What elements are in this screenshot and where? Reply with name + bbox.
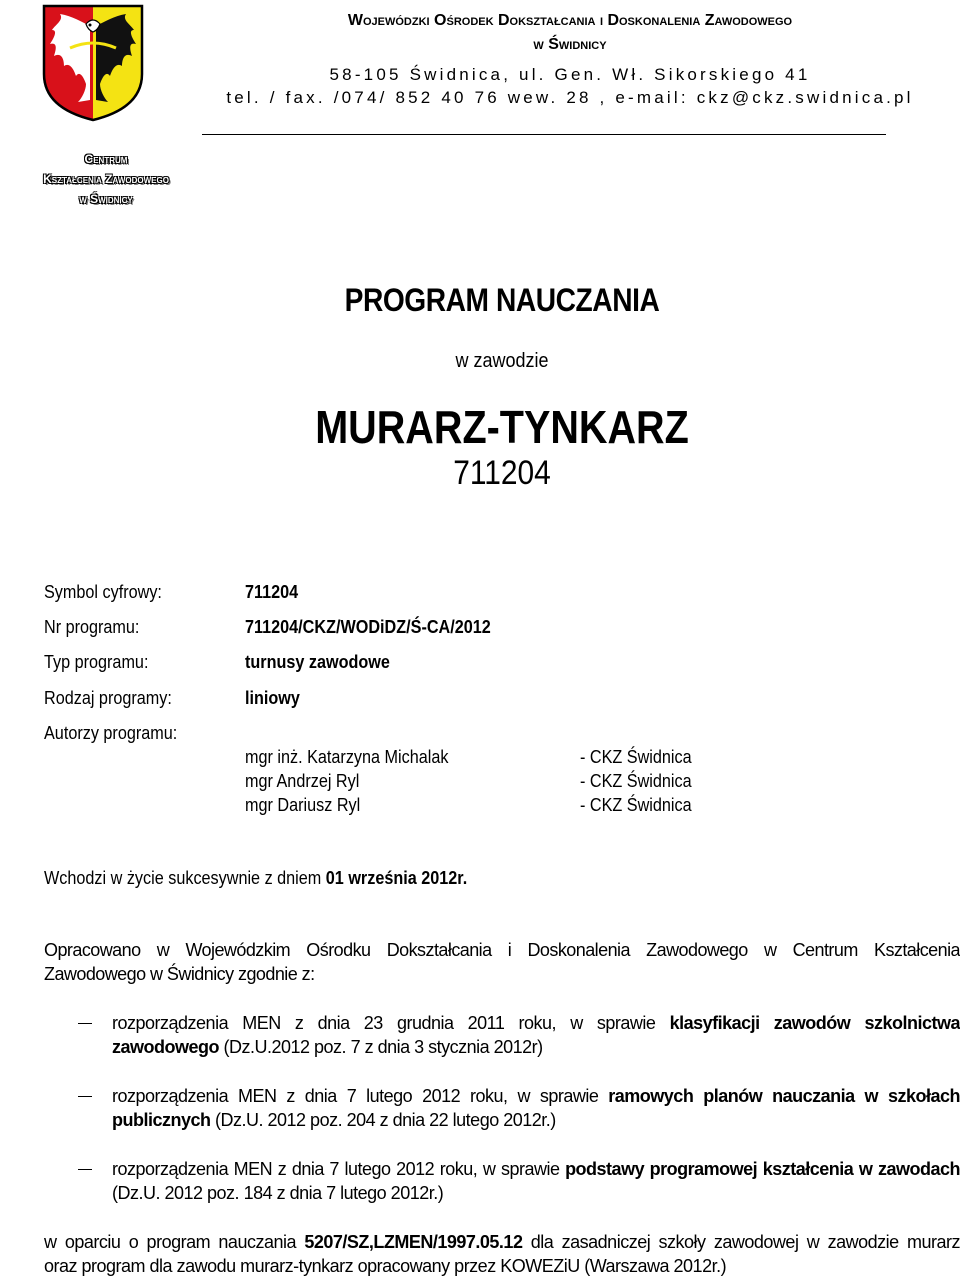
regulation-item xyxy=(112,1157,960,1205)
document-title: PROGRAM NAUCZANIA xyxy=(344,282,660,318)
program-number-value: 711204/CKZ/WODiDZ/Ś-CA/2012 xyxy=(245,617,491,637)
regulation-item xyxy=(112,1084,960,1132)
coat-of-arms-icon xyxy=(42,4,144,122)
ckz-logo-line3: w Świdnicy xyxy=(79,192,133,206)
author-name: mgr Andrzej Ryl xyxy=(245,771,360,791)
regulation-item xyxy=(112,1011,960,1059)
prepared-line1: Opracowano w Wojewódzkim Ośrodku Dokształcania i Doskonalenia Zawodowego w Centrum Kształcenia xyxy=(44,940,960,960)
effective-date: 01 września 2012r. xyxy=(325,868,468,888)
author-affiliation: - CKZ Świdnica xyxy=(580,747,692,767)
program-type-label: Typ programu: xyxy=(44,652,149,672)
symbol-label: Symbol cyfrowy: xyxy=(44,582,162,602)
effective-text: Wchodzi w życie sukcesywnie z dniem xyxy=(44,868,326,888)
symbol-value: 711204 xyxy=(245,582,299,602)
profession-code: 711204 xyxy=(453,454,551,492)
regulation-line: zawodowego (Dz.U.2012 poz. 7 z dnia 3 stycznia 2012r) xyxy=(112,1037,543,1057)
prepared-paragraph xyxy=(44,938,960,986)
regulation-line: publicznych (Dz.U. 2012 poz. 204 z dnia 22 lutego 2012r.) xyxy=(112,1110,556,1130)
bullet-dash xyxy=(78,1169,92,1170)
program-kind-label: Rodzaj programy: xyxy=(44,688,172,708)
document-subtitle: w zawodzie xyxy=(455,350,549,372)
institution-name-line2: w Świdnicy xyxy=(533,36,607,53)
institution-name-line1: Wojewódzki Ośrodek Dokształcania i Doskonalenia Zawodowego xyxy=(347,12,793,29)
ckz-logo-line1: Centrum xyxy=(84,152,128,166)
closing-line2: oraz program dla zawodu murarz-tynkarz opracowany przez KOWEZiU (Warszawa 2012r.) xyxy=(44,1256,727,1276)
program-kind-value: liniowy xyxy=(245,688,300,708)
author-name: mgr inż. Katarzyna Michalak xyxy=(245,747,449,767)
author-affiliation: - CKZ Świdnica xyxy=(580,795,692,815)
ckz-logo-line2: Kształcenia Zawodowego xyxy=(43,172,169,186)
author-affiliation: - CKZ Świdnica xyxy=(580,771,692,791)
bullet-dash xyxy=(78,1023,92,1024)
closing-line1: w oparciu o program nauczania 5207/SZ,LZMEN/1997.05.12 dla zasadniczej szkoły zawodowej w zawodzie murarz xyxy=(44,1232,960,1252)
regulation-line: rozporządzenia MEN z dnia 23 grudnia 2011 roku, w sprawie klasyfikacji zawodów szkolnictwa xyxy=(112,1013,960,1033)
program-type-value: turnusy zawodowe xyxy=(245,652,390,672)
regulation-line: rozporządzenia MEN z dnia 7 lutego 2012 roku, w sprawie podstawy programowej kształcenia w zawodach xyxy=(112,1159,960,1179)
institution-contact: tel. / fax. /074/ 852 40 76 wew. 28 , e-mail: ckz@ckz.swidnica.pl xyxy=(226,88,914,107)
regulation-line: (Dz.U. 2012 poz. 184 z dnia 7 lutego 2012r.) xyxy=(112,1183,444,1203)
institution-address: 58-105 Świdnica, ul. Gen. Wł. Sikorskiego 41 xyxy=(329,65,811,84)
regulation-line: rozporządzenia MEN z dnia 7 lutego 2012 roku, w sprawie ramowych planów nauczania w szkołach xyxy=(112,1086,960,1106)
closing-paragraph xyxy=(44,1230,960,1278)
prepared-line2: Zawodowego w Świdnicy zgodnie z: xyxy=(44,964,315,984)
profession-name: MURARZ-TYNKARZ xyxy=(315,401,689,453)
author-name: mgr Dariusz Ryl xyxy=(245,795,361,815)
authors-label: Autorzy programu: xyxy=(44,723,178,743)
effective-date-line xyxy=(44,866,868,890)
program-number-label: Nr programu: xyxy=(44,617,140,637)
header-divider xyxy=(202,134,886,135)
bullet-dash xyxy=(78,1096,92,1097)
